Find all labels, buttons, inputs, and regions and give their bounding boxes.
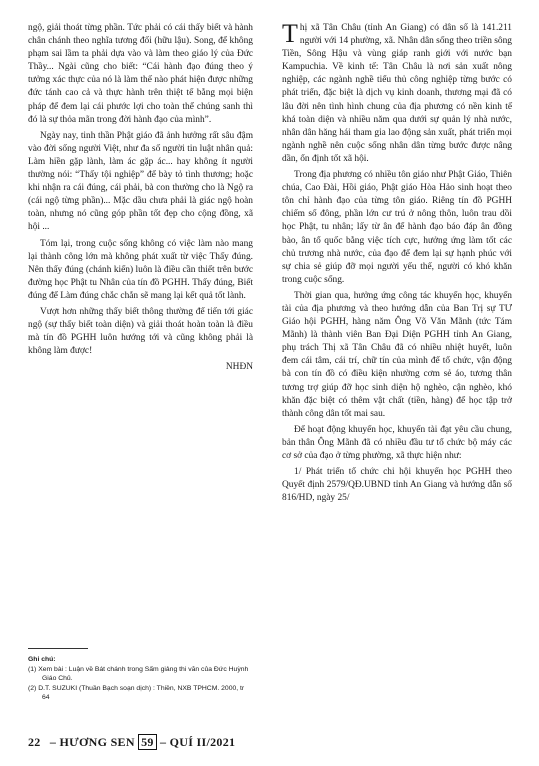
author-signature: NHĐN <box>225 362 253 373</box>
paragraph: Thời gian qua, hưởng ứng công tác khuyến học, khuyến tài của địa phương và theo hướng dẫn của Ban Trị sự TƯ Giáo hội PGHH, hàng năm Ông Võ Văn Mãnh (tức Tám Mãnh) là thành viên Ban Đại Diện PGHH tỉnh An Giang, phụ trách Thị xã Tân Châu đã có nhiều nhiệt huyết, luôn đem cái tâm, cái trí, chữ tín của mình để tổ chức, vận động bà con tín đồ có điều kiện nhường cơm sẻ áo, tương thân tương trợ giúp đỡ học sinh diện hộ nghèo, cận nghèo, khó khăn đặc biệt có thêm vật chất (tiền, hàng) để học tập trở thành công dân tốt mai sau. <box>282 290 512 419</box>
paragraph: Vượt hơn những thấy biết thông thường để tiến tới giác ngộ (sự thấy biết toàn diện) và giải thoát hoàn toàn là điều mà tín đồ PGHH luôn hướng tới và cũng không phải là không làm được! <box>28 306 253 357</box>
paragraph: Trong địa phương có nhiều tôn giáo như Phật Giáo, Thiên chúa, Cao Đài, Hồi giáo, Phật giáo Hòa Hảo sinh hoạt theo tôn chỉ hành đạo của từng tôn giáo. Riêng tín đồ PGHH chiếm số đông, phần lớn cư trú ở nông thôn, luôn trau dồi học Phật, tu nhân; lấy từ ân để hành đạo báo đáp ân đồng bào, ân tổ quốc bằng việc tích cực, hưởng ứng làm tốt các chủ trương nhà nước, của đạo để đem lại sự hạnh phúc với sự chia sẻ giúp đỡ mọi người yếu thế, người có khó khăn trong cuộc sống. <box>282 170 512 285</box>
footer-dash: – <box>160 735 167 749</box>
drop-cap: T <box>282 19 298 48</box>
footer-dash: – <box>49 735 57 749</box>
footnote-item: (2) D.T. SUZUKI (Thuần Bạch soạn dịch) : Thiền, NXB TPHCM. 2000, tr 64 <box>28 684 245 702</box>
paragraph <box>282 19 512 166</box>
magazine-name: HƯƠNG SEN <box>59 735 135 749</box>
issue-quarter: QUÍ II/2021 <box>169 735 236 749</box>
paragraph: ngộ, giải thoát từng phần. Tức phải có cái thấy biết và hành chân chánh theo nghĩa tương đối (hữu lậu). Song, để không phạm sai lầm ta phải dựa vào và làm theo giáo lý của Đức Thầy... Ngài cũng cho biết: “Cái hành đạo đúng theo ý tưởng xác thực của nó là làm thế nào phát hiện được những đức tánh cao cả và thực hành trên thiệt tế bằng mọi biện pháp để đem lại cái phước lợi cho toàn thể chúng sanh thì đó là sự thỏa mãn trong đời hành đạo của mình”. <box>28 23 253 125</box>
footnotes-title: Ghi chú: <box>28 656 56 663</box>
footnote-item: (1) Xem bài : Luận về Bát chánh trong Sấm giảng thi văn của Đức Huỳnh Giáo Chủ. <box>28 665 249 683</box>
page-number: 22 <box>28 735 41 749</box>
paragraph: Để hoạt động khuyến học, khuyến tài đạt yêu cầu chung, bản thân Ông Mãnh đã có nhiều đầu tư tổ chức bộ máy các cơ sở của đạo ở từng phường, xã thực hiện như: <box>282 424 512 461</box>
paragraph: 1/ Phát triển tổ chức chi hội khuyến học PGHH theo Quyết định 2579/QĐ.UBND tỉnh An Giang và hướng dẫn số 816/HD, ngày 25/ <box>282 467 512 504</box>
paragraph-text: hị xã Tân Châu (tỉnh An Giang) có dân số là 141.211 người với 14 phường, xã. Nhân dân sống theo triền sông Tiền, Sông Hậu và vùng giáp ranh giới với nước bạn Kampuchia. Về kinh tế: Tân Châu là nơi sản xuất nông nghiệp, các ngành nghề tiểu thủ công nghiệp từng bước có phát triển, đặc biệt là dịch vụ kinh doanh, thương mại đã có lâu đời nên tình hình chung của địa phương có nền kinh tế khá toàn diện và nhiều năm qua dưới sự quản lý nhà nước, nhân dân hăng hái tham gia lao động sản xuất, phát triển mọi ngành nghề nên cuộc sống nhân dân từng bước được nâng dần, ổn định tốt xã hội. <box>282 23 512 164</box>
footnotes <box>28 655 253 703</box>
issue-number: 59 <box>138 734 157 750</box>
left-column <box>28 22 253 377</box>
paragraph: Tóm lại, trong cuộc sống không có việc làm nào mang lại thành công lớn mà không phát xuất từ việc Thấy đúng. Nên thấy đúng (chánh kiến) luôn là điều cần thiết trên bước đường học Phật tu Nhân của tín đồ PGHH. Thấy đúng, Biết đúng để Làm đúng chắc chắn sẽ mang lại kết quả tốt lành. <box>28 238 253 301</box>
paragraph: Ngày nay, tinh thần Phật giáo đã ảnh hưởng rất sâu đậm vào đời sống người Việt, như đa số người tin luật nhân quả: Làm hiền gặp lành, làm ác gặp ác... hay không ít người thường nói: “Thấy tội nghiệp” để bày tỏ tình thương; hoặc khi nhận ra cái đúng, cái phải, bà con thường cho là Ngộ ra (cái ngộ từng phần)... Mặc dầu chưa phải là giác ngộ hoàn toàn, nhưng nó cũng góp phần tốt đẹp cho cộng đồng, xã hội ... <box>28 130 253 233</box>
page-footer <box>28 735 235 750</box>
footnote-divider <box>28 648 88 649</box>
right-column <box>282 19 512 508</box>
